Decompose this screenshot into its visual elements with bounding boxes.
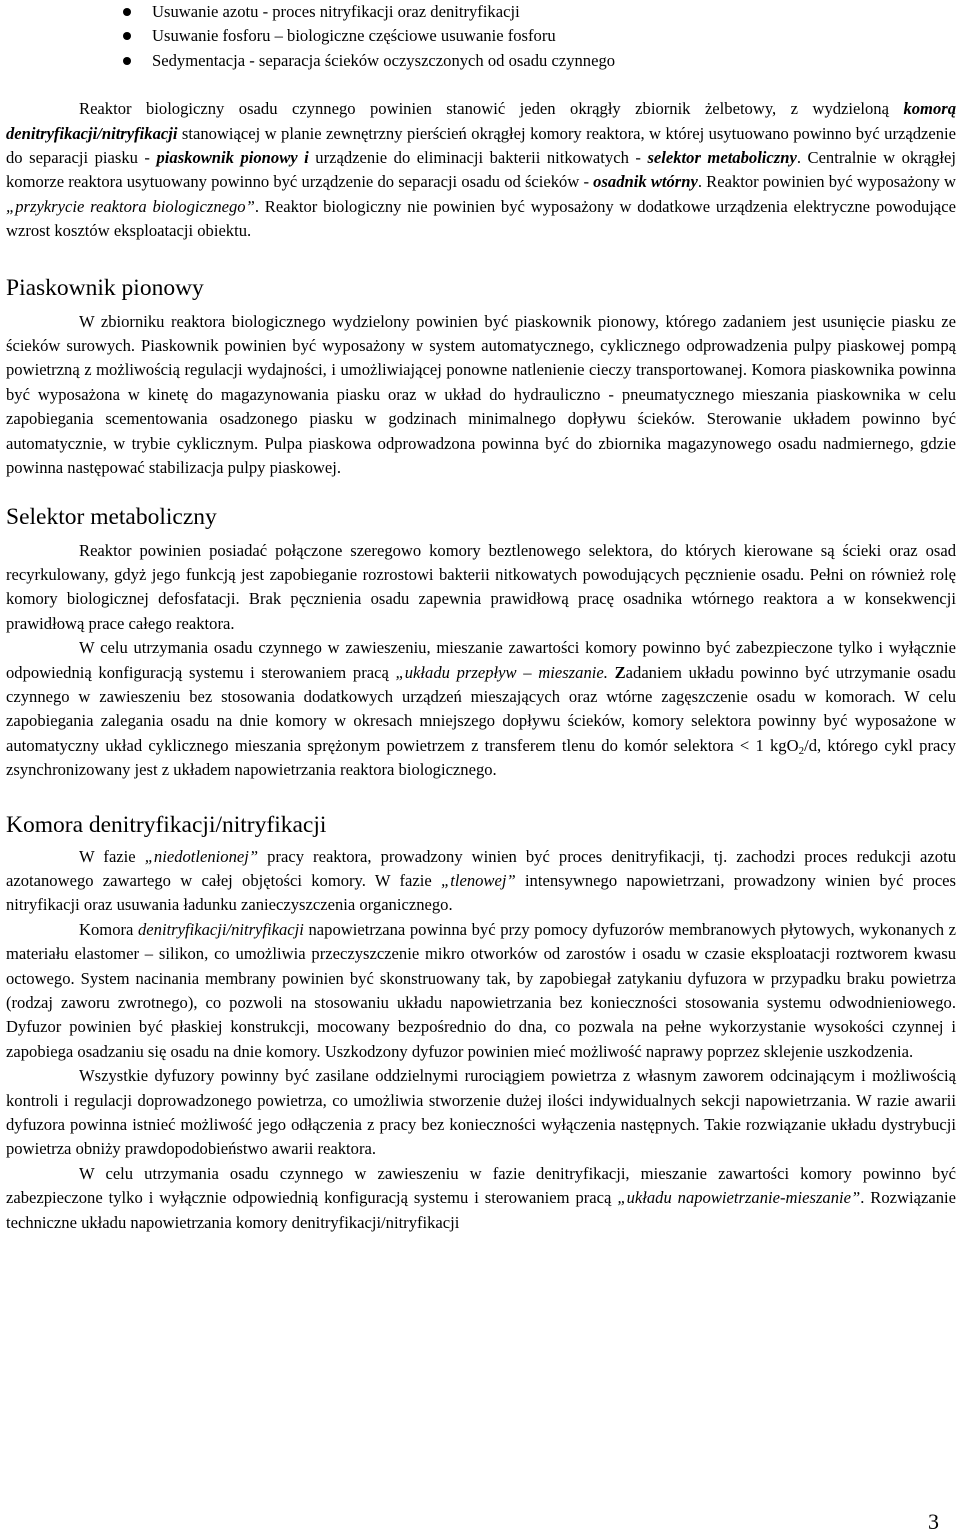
list-item <box>6 24 956 48</box>
emphasis-text: komorą denitryfikacji/nitryfikacji <box>6 99 956 143</box>
piaskownik-paragraph: W zbiorniku reaktora biologicznego wydzielony powinien być piaskownik pionowy, którego zadaniem jest usunięcie piasku ze ścieków surowych. Piaskownik powinien być wyposażony w system automatycznego, cyklicznego odprowadzenia pulpy piaskowej pompą powietrzną z możliwością regulacji wydajności, i umożliwiającej ponowne natlenienie cieczy transportowanej. Komora piaskownika powinna być wyposażona w kinetę do magazynowania piasku oraz w układ do hydrauliczno - pneumatycznego mieszania piaskownika w celu zapobiegania scementowania osadzonego piasku w godzinach minimalnego dopływu ścieków. Sterowanie układem powinno być automatycznie, w trybie cyklicznym. Pulpa piaskowa odprowadzona powinna być do zbiornika magazynowego osadu nadmiernego, gdzie powinna następować stabilizacja pulpy piaskowej. <box>6 311 956 478</box>
process-list <box>6 0 956 73</box>
section-heading: Piaskownik pionowy <box>6 274 204 301</box>
bullet-icon <box>123 32 131 40</box>
bullet-icon <box>123 57 131 65</box>
section-heading: Komora denitryfikacji/nitryfikacji <box>6 811 327 838</box>
emphasis-text: denitryfikacji/nitryfikacji <box>138 919 304 939</box>
emphasis-text: „układu przepływ – mieszanie. <box>395 662 608 682</box>
list-item <box>6 0 956 24</box>
list-item-text: Usuwanie fosforu – biologiczne częściowe usuwanie fosforu <box>152 26 556 46</box>
komora-paragraph-4: W celu utrzymania osadu czynnego w zawieszeniu w fazie denitryfikacji, mieszanie zawartości komory powinno być zabezpieczone tylko i wyłącznie odpowiednią konfiguracją systemu i sterowaniem pracą „układu napowietrzanie-mieszanie”. Rozwiązanie techniczne układu napowietrzania komory denitryfikacji/nitryfikacji <box>6 1163 956 1232</box>
emphasis-text: „przykrycie reaktora biologicznego” <box>6 196 255 216</box>
list-item-text: Usuwanie azotu - proces nitryfikacji oraz denitryfikacji <box>152 2 520 21</box>
list-item-text: Sedymentacja - separacja ścieków oczyszczonych od osadu czynnego <box>152 50 616 70</box>
emphasis-text: piaskownik pionowy i <box>156 148 309 168</box>
emphasis-text: selektor metaboliczny <box>647 148 797 168</box>
intro-paragraph: Reaktor biologiczny osadu czynnego powinien stanowić jeden okrągły zbiornik żelbetowy, z wydzieloną komorą denitryfikacji/nitryfikacji stanowiącej w planie zewnętrzny pierścień okrągłej komory reaktora, w której usytuowano powinno być urządzenie do separacji piasku - piaskownik pionowy i urządzenie do eliminacji bakterii nitkowatych - selektor metaboliczny. Centralnie w okrągłej komorze reaktora usytuowany powinno być urządzenie do separacji osadu od ścieków - osadnik wtórny. Reaktor powinien być wyposażony w „przykrycie reaktora biologicznego”. Reaktor biologiczny nie powinien być wyposażony w dodatkowe urządzenia elektryczne powodujące wzrost kosztów eksploatacji obiektu. <box>6 99 956 241</box>
emphasis-text: osadnik wtórny <box>593 172 698 192</box>
selektor-paragraph-1: Reaktor powinien posiadać połączone szeregowo komory beztlenowego selektora, do których kierowane są ścieki oraz osad recyrkulowany, gdyż jego funkcją jest zapobieganie rozrostowi bakterii nitkowatych powodujących pęcznienie osadu. Pełni on również rolę komory biologicznej defosfatacji. Brak pęcznienia osadu zapewnia prawidłową pracę osadnika wtórnego reaktora a w konsekwencji prawidłową prace całego reaktora. <box>6 540 956 633</box>
emphasis-text: „układu napowietrzanie-mieszanie” <box>617 1188 861 1208</box>
emphasis-text: „tlenowej” <box>441 870 516 890</box>
komora-paragraph-2: Komora denitryfikacji/nitryfikacji napowietrzana powinna być przy pomocy dyfuzorów membranowych płytowych, wykonanych z materiału elastomer – silikon, co umożliwia przeczyszczenie mikro otworków od zarostów i osadu w czasie eksploatacji roztworem kwasu octowego. System nacinania membrany powinien być skonstruowany tak, by zapobiegał zatykaniu dyfuzora w przypadku braku powietrza (rodzaj zaworu zwrotnego), co pozwoli na stosowaniu układu napowietrzania bez konieczności stosowania systemu odwodnieniowego. Dyfuzor powinien być płaskiej konstrukcji, mocowany bezpośrednio do dna, co pozwala na pełne wykorzystanie wysokości czynnej i zapobiega osadzaniu się osadu na dnie komory. Uszkodzony dyfuzor powinien mieć możliwość naprawy poprzez sklejenie uszkodzenia. <box>6 919 956 1061</box>
list-item <box>6 49 956 73</box>
komora-paragraph-1: W fazie „niedotlenionej” pracy reaktora, prowadzony winien być proces denitryfikacji, tj. zachodzi proces redukcji azotu azotanowego zawartego w całej objętości komory. W fazie „tlenowej” intensywnego napowietrzani, prowadzony winien być proces nitryfikacji oraz usuwania ładunku zanieczyszczenia organicznego. <box>6 846 957 915</box>
emphasis-text: „niedotlenionej” <box>144 846 259 866</box>
page-number: 3 <box>928 1509 939 1534</box>
bullet-icon <box>123 8 131 16</box>
selektor-paragraph-2: W celu utrzymania osadu czynnego w zawieszeniu, mieszanie zawartości komory powinno być zabezpieczone tylko i wyłącznie odpowiednią konfiguracją systemu i sterowaniem pracą „układu przepływ – mieszanie. Zadaniem układu powinno być utrzymanie osadu czynnego w zawieszeniu bez stosowania dodatkowych urządzeń mieszających oraz wtórne zagęszczenie osadu w komorach. W celu zapobiegania zalegania osadu na dnie komory w okresach mniejszego dopływu ścieków, komory selektora powinny być wyposażone w automatyczny układ cyklicznego mieszania sprężonym powietrzem z transferem tlenu do komór selektora < 1 kgO$_2$/d, którego cykl pracy zsynchronizowany jest z układem napowietrzania reaktora biologicznego. <box>6 638 957 780</box>
komora-paragraph-3: Wszystkie dyfuzory powinny być zasilane oddzielnymi rurociągiem powietrza z własnym zaworem odcinającym i możliwością kontroli i regulacji doprowadzonego powietrza, co umożliwia stworzenie dużej ilości indywidualnych sekcji napowietrzania. W razie awarii dyfuzora powinna istnieć możliwość jego odłączenia z pracy bez konieczności wyłączenia następnych. Takie rozwiązanie układu dystrybucji powietrza obniży prawdopodobieństwo awarii reaktora. <box>6 1066 956 1159</box>
document-page <box>6 0 956 1235</box>
section-heading: Selektor metaboliczny <box>6 503 217 530</box>
